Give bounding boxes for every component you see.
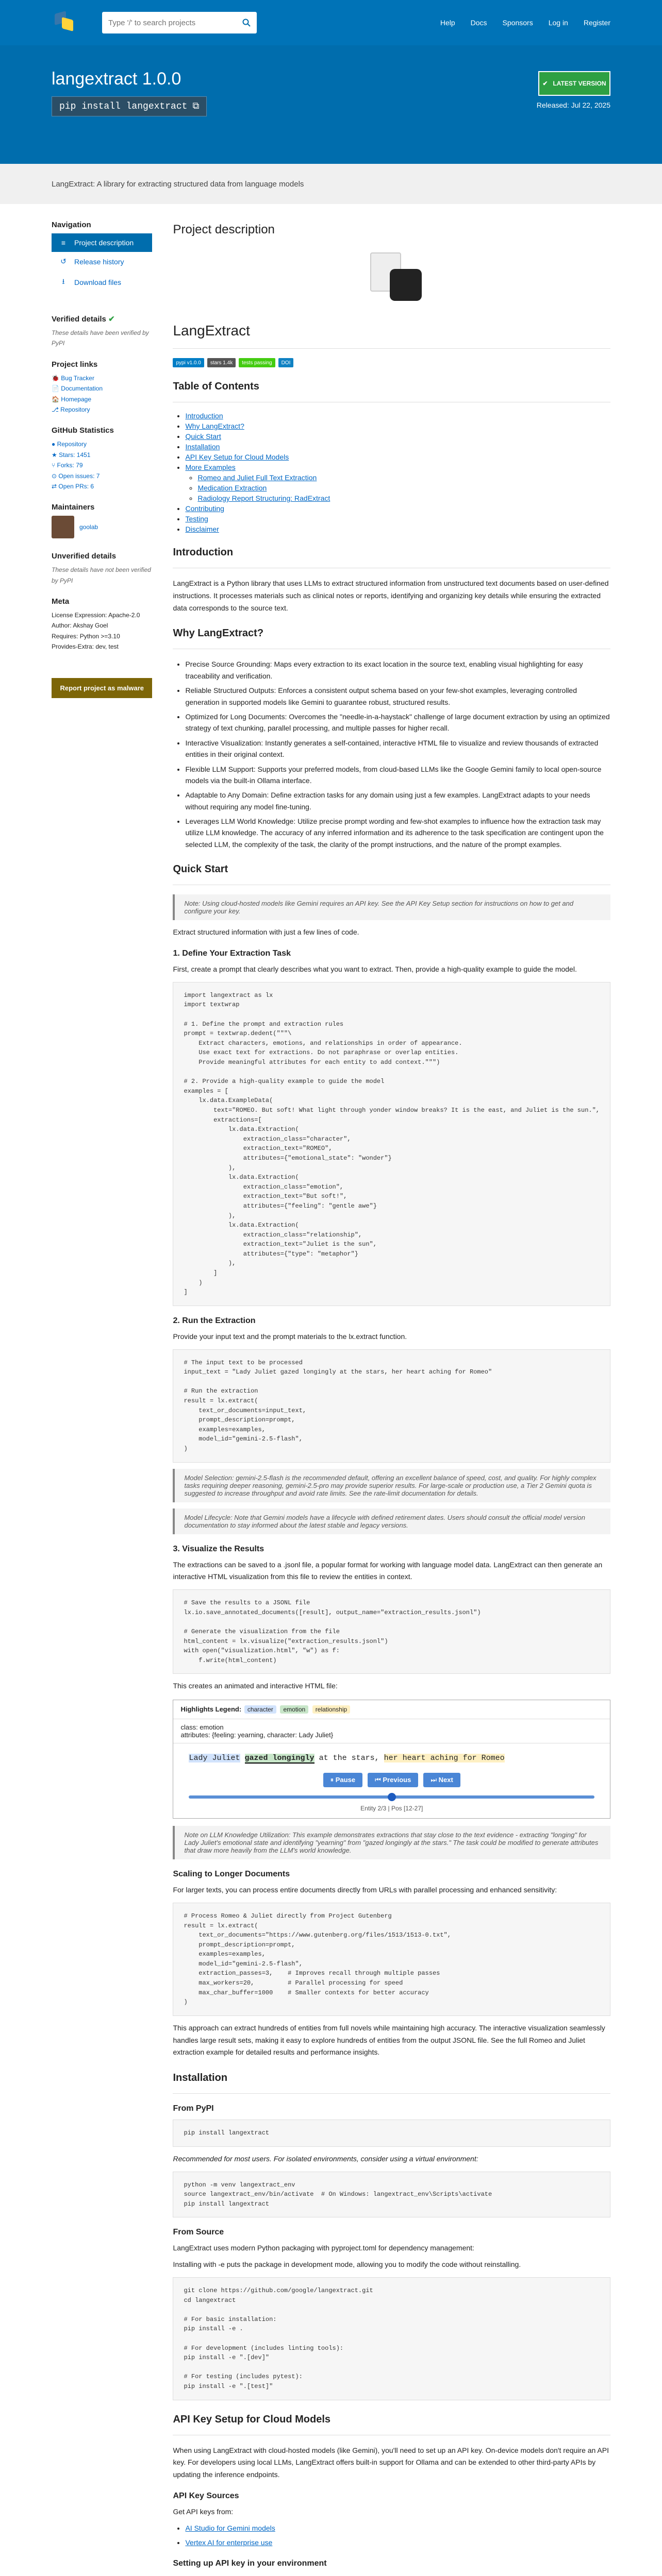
sidebar-navigation-title: Navigation: [52, 221, 91, 229]
api-key-title: API Key Setup for Cloud Models: [173, 2413, 331, 2425]
code-block-source[interactable]: git clone https://github.com/google/langextract.git cd langextract # For basic installation: pip install -e . # For development (includes linting tools): pip install -e ".[dev]" # For testing (includes pytest): pip install -e ".[test]": [173, 2277, 610, 2400]
intro-text: LangExtract is a Python library that uses LLMs to extract structured information from unstructured text documents based on user-defined instructions. It processes materials such as clinical notes or reports, identifying and organizing key details while ensuring the extracted data corresponds to the source text.: [173, 579, 609, 612]
package-summary: LangExtract: A library for extracting structured data from language models: [0, 164, 662, 204]
sidebar-item-label: Download files: [74, 278, 122, 286]
badge-row: [173, 358, 610, 367]
sidebar: [52, 204, 152, 2573]
langextract-logo: [361, 247, 423, 309]
code-block-visualize[interactable]: # Save the results to a JSONL file lx.io.save_annotated_documents([result], output_name="extraction_results.jsonl") # Generate the visualization from the file html_content = lx.visualize("extraction_results.jsonl") with open("visualization.html", "w") as f: f.write(html_content): [173, 1589, 610, 1674]
toc-sublink[interactable]: Radiology Report Structuring: RadExtract: [197, 494, 330, 502]
api-key-sources-text: Get API keys from:: [173, 2507, 234, 2516]
viz-attr-line: attributes: {feeling: yearning, character: Lady Juliet}: [180, 1731, 334, 1739]
model-selection-note: Model Selection: gemini-2.5-flash is the recommended default, offering an excellent balance of speed, cost, and quality. For highly complex tasks requiring deeper reasoning, gemini-2.5-pro may provide superior results. For large-scale or production use, a Tier 2 Gemini quota is suggested to increase throughput and avoid rate limits. See the rate-limit documentation for details.: [173, 1469, 610, 1502]
list-item: • Reliable Structured Outputs: Enforces a consistent output schema based on your few-shot examples, leveraging controlled generation in supported models like Gemini to guarantee robust, structured results.: [185, 685, 610, 708]
verified-check-icon: ✔: [108, 315, 115, 324]
installation-title: Installation: [173, 2072, 228, 2084]
from-pypi-title: From PyPI: [173, 2104, 214, 2113]
legend-relationship: relationship: [312, 1705, 350, 1714]
github-stars[interactable]: ★ Stars: 1451: [52, 451, 91, 459]
link-documentation[interactable]: 📄 Documentation: [52, 385, 103, 393]
check-icon: ✔: [542, 80, 548, 87]
model-lifecycle-note: Model Lifecycle: Note that Gemini models have a lifecycle with defined retirement dates. Users should consult the official model version documentation to stay informed about the latest stable and legacy versions.: [173, 1509, 610, 1534]
quickstart-title: Quick Start: [173, 863, 228, 875]
github-repository[interactable]: ● Repository: [52, 440, 87, 448]
viz-entity-relationship: her heart aching for Romeo: [384, 1754, 505, 1763]
github-prs[interactable]: ⇄ Open PRs: 6: [52, 482, 94, 490]
why-title: Why LangExtract?: [173, 628, 264, 639]
latest-version-badge[interactable]: [538, 71, 610, 96]
scaling-text: For larger texts, you can process entire documents directly from URLs with parallel processing and enhanced sensitivity:: [173, 1886, 557, 1894]
next-button[interactable]: ⏭ Next: [423, 1773, 460, 1787]
toc-link[interactable]: Quick Start: [185, 432, 221, 440]
copy-icon[interactable]: ⧉: [192, 101, 200, 112]
step2-title: 2. Run the Extraction: [173, 1316, 256, 1325]
step2-text: Provide your input text and the prompt materials to the lx.extract function.: [173, 1332, 407, 1341]
pypi-logo[interactable]: [52, 10, 76, 35]
intro-title: Introduction: [173, 547, 234, 558]
viz-attributes: [173, 1719, 610, 1743]
legend-emotion: emotion: [280, 1705, 308, 1714]
api-key-text: When using LangExtract with cloud-hosted models (like Gemini), you'll need to set up an API key. On-device models don't require an API key. For developers using local LLMs, LangExtract offers built-in support for Ollama and can be extended to other third-party APIs by updating the inference endpoints.: [173, 2446, 609, 2479]
maintainer-row[interactable]: [52, 516, 152, 538]
download-icon: ⭳: [62, 277, 65, 285]
meta-provides-extra: Provides-Extra: dev, test: [52, 643, 119, 651]
toc-sublink[interactable]: Medication Extraction: [197, 484, 267, 492]
step1-title: 1. Define Your Extraction Task: [173, 949, 291, 958]
github-issues[interactable]: ⊙ Open issues: 7: [52, 472, 100, 480]
api-source-link[interactable]: AI Studio for Gemini models: [185, 2523, 275, 2532]
project-links-title: Project links: [52, 360, 98, 369]
source-text-2: Installing with -e puts the package in development mode, allowing you to modify the code without reinstalling.: [173, 2260, 521, 2269]
viz-controls: [173, 1773, 610, 1792]
nav-link-login[interactable]: Log in: [548, 19, 568, 27]
unverified-note: These details have not been verified by PyPI: [52, 566, 151, 584]
search-input[interactable]: [108, 19, 242, 27]
step3-after-text: This creates an animated and interactive HTML file:: [173, 1682, 338, 1690]
from-source-title: From Source: [173, 2228, 224, 2237]
badge-doi[interactable]: DOI: [278, 358, 294, 367]
pip-command: [52, 96, 207, 116]
meta-author: Author: Akshay Goel: [52, 622, 108, 630]
slider-handle[interactable]: [388, 1793, 396, 1801]
meta-license: License Expression: Apache-2.0: [52, 612, 140, 619]
list-item: • Leverages LLM World Knowledge: Utilize precise prompt wording and few-shot examples to influence how the extraction task may utilize LLM knowledge. The accuracy of any inferred information and its adherence to the task specification are contingent upon the selected LLM, the complexity of the task, the clarity of the prompt instructions, and the nature of the prompt examples.: [185, 816, 610, 850]
section-title: Project description: [173, 223, 275, 236]
toc-sublink[interactable]: Romeo and Juliet Full Text Extraction: [197, 473, 317, 482]
pypi-note: Recommended for most users. For isolated environments, consider using a virtual environment:: [173, 2154, 478, 2163]
code-block-scaling[interactable]: # Process Romeo & Juliet directly from Project Gutenberg result = lx.extract( text_or_documents="https://www.gutenberg.org/files/1513/1513-0.txt", prompt_description=prompt, examples=examples, model_id="gemini-2.5-flash", extraction_passes=3, # Improves recall through multiple passes max_workers=20, # Parallel processing for speed max_char_buffer=1000 # Smaller contexts for better accuracy ): [173, 1903, 610, 2016]
toc-link[interactable]: Contributing: [185, 504, 224, 513]
unverified-title: Unverified details: [52, 552, 117, 561]
quickstart-note: Note: Using cloud-hosted models like Gemini requires an API key. See the API Key Setup section for instructions on how to get and configure your key.: [173, 894, 610, 920]
step3-text: The extractions can be saved to a .jsonl file, a popular format for working with language model data. LangExtract can then generate an interactive HTML visualization from this file to review the entities in context.: [173, 1560, 603, 1581]
llm-knowledge-note: Note on LLM Knowledge Utilization: This example demonstrates extractions that stay close to the text evidence - extracting "longing" for Lady Juliet's emotional state and identifying "yearning" from "gazed longingly at the stars." The task could be modified to generate attributes that draw more heavily from the LLM's world knowledge.: [173, 1826, 610, 1859]
viz-text: [173, 1743, 610, 1773]
badge-stars[interactable]: stars 1.4k: [207, 358, 236, 367]
meta-requires: Requires: Python >=3.10: [52, 632, 120, 640]
list-item: • Interactive Visualization: Instantly generates a self-contained, interactive HTML file to visualize and review thousands of extracted entities in their original context.: [185, 737, 610, 760]
list-item: • Optimized for Long Documents: Overcomes the "needle-in-a-haystack" challenge of large document extraction by using an optimized strategy of text chunking, parallel processing, and multiple passes for higher recall.: [185, 711, 610, 734]
viz-class-line: class: emotion: [180, 1723, 224, 1732]
step1-text: First, create a prompt that clearly describes what you want to extract. Then, provide a high-quality example to guide the model.: [173, 965, 577, 974]
toc-title: Table of Contents: [173, 381, 259, 392]
code-block-define-task[interactable]: import langextract as lx import textwrap # 1. Define the prompt and extraction rules prompt = textwrap.dedent("""\ Extract characters, emotions, and relationships in order of appearance. Use exact text for extractions. Do not paraphrase or overlap entities. Provide meaningful attributes for each entity to add context.""") # 2. Provide a high-quality example to guide the model examples = [ lx.data.ExampleData( text="ROMEO. But soft! What light through yonder window breaks? It is the east, and Juliet is the sun.", extractions=[ lx.data.Extraction( extraction_class="character", extraction_text="ROMEO", attributes={"emotional_state": "wonder"} ), lx.data.Extraction( extraction_class="emotion", extraction_text="But soft!", attributes={"feeling": "gentle awe"} ), lx.data.Extraction( extraction_class="relationship", extraction_text="Juliet is the sun", attributes={"type": "metaphor"} ), ] ) ]: [173, 982, 610, 1306]
report-malware-button[interactable]: Report project as malware: [52, 678, 152, 698]
env-setup-title: Setting up API key in your environment: [173, 2558, 327, 2568]
package-header: [0, 45, 662, 164]
history-icon: ↺: [60, 257, 67, 265]
toc-link[interactable]: Installation: [185, 443, 220, 451]
api-source-link[interactable]: Vertex AI for enterprise use: [185, 2538, 273, 2547]
list-item: • Flexible LLM Support: Supports your preferred models, from cloud-based LLMs like the Google Gemini family to local open-source models via the built-in Ollama interface.: [185, 764, 610, 787]
release-date: Released: Jul 22, 2025: [536, 101, 610, 109]
sidebar-item-label: Project description: [74, 239, 134, 247]
source-text: LangExtract uses modern Python packaging with pyproject.toml for dependency management:: [173, 2244, 474, 2252]
scaling-after-text: This approach can extract hundreds of entities from full novels while maintaining high accuracy. The interactive visualization seamlessly handles large result sets, making it easy to explore hundreds of entities from the output JSONL file. See the full Romeo and Juliet extraction example for detailed results and performance insights.: [173, 2023, 605, 2057]
pip-command-text: pip install langextract: [59, 101, 188, 112]
quickstart-text: Extract structured information with just a few lines of code.: [173, 928, 359, 937]
list-item: • Adaptable to Any Domain: Define extraction tasks for any domain using just a few examples. LangExtract adapts to your needs without requiring any model fine-tuning.: [185, 789, 610, 812]
toc-list: [173, 412, 610, 533]
toc-link[interactable]: Introduction: [185, 412, 223, 420]
align-left-icon: ≡: [61, 239, 66, 247]
code-block-venv[interactable]: python -m venv langextract_env source langextract_env/bin/activate # On Windows: langextract_env\Scripts\activate pip install langextract: [173, 2172, 610, 2218]
viz-slider[interactable]: [189, 1795, 594, 1799]
why-list: [173, 658, 610, 850]
api-key-sources-title: API Key Sources: [173, 2491, 239, 2500]
badge-pypi[interactable]: pypi v1.0.0: [173, 358, 204, 367]
visualization-widget: [173, 1700, 610, 1819]
readme-title: LangExtract: [173, 323, 250, 338]
viz-position: Entity 2/3 | Pos [12-27]: [360, 1805, 423, 1812]
package-title: langextract 1.0.0: [52, 69, 181, 89]
link-homepage[interactable]: 🏠 Homepage: [52, 395, 91, 403]
sidebar-item-download-files[interactable]: [52, 271, 152, 294]
toc-link[interactable]: More Examples: [185, 463, 236, 471]
toc-link[interactable]: Disclaimer: [185, 525, 219, 533]
pause-button[interactable]: ⏸ Pause: [323, 1773, 362, 1787]
viz-plain-text: at the stars,: [319, 1754, 379, 1763]
scaling-title: Scaling to Longer Documents: [173, 1870, 290, 1879]
verified-note: These details have been verified by PyPI: [52, 329, 149, 347]
top-navbar: [0, 0, 662, 45]
project-description: [152, 204, 610, 2573]
api-key-sources-list: [173, 2522, 610, 2549]
sidebar-item-project-description[interactable]: [52, 233, 152, 252]
toc-link[interactable]: Why LangExtract?: [185, 422, 244, 430]
github-stats-title: GitHub Statistics: [52, 426, 114, 435]
step3-title: 3. Visualize the Results: [173, 1544, 264, 1553]
nav-link-docs[interactable]: Docs: [470, 19, 487, 27]
latest-version-label: LATEST VERSION: [553, 80, 606, 87]
search-box[interactable]: [102, 12, 257, 33]
meta-title: Meta: [52, 597, 70, 606]
code-block-pip[interactable]: pip install langextract: [173, 2120, 610, 2147]
nav-link-help[interactable]: Help: [440, 19, 455, 27]
previous-button[interactable]: ⏮ Previous: [368, 1773, 418, 1787]
list-item: • Precise Source Grounding: Maps every extraction to its exact location in the source text, enabling visual highlighting for easy traceability and verification.: [185, 658, 610, 682]
viz-entity-character: Lady Juliet: [189, 1754, 240, 1763]
nav-link-register[interactable]: Register: [583, 19, 610, 27]
highlights-legend: Highlights Legend: character emotion relationship: [173, 1700, 610, 1719]
sidebar-item-release-history[interactable]: [52, 252, 152, 271]
nav-link-sponsors[interactable]: Sponsors: [502, 19, 533, 27]
maintainer-name[interactable]: goolab: [79, 523, 98, 531]
viz-entity-emotion: gazed longingly: [244, 1754, 315, 1763]
toc-link[interactable]: API Key Setup for Cloud Models: [185, 453, 289, 461]
badge-tests[interactable]: tests passing: [239, 358, 275, 367]
toc-link[interactable]: Testing: [185, 515, 208, 523]
sidebar-item-label: Release history: [74, 257, 124, 266]
legend-character: character: [244, 1705, 276, 1714]
maintainers-title: Maintainers: [52, 503, 95, 512]
link-repository[interactable]: ⎇ Repository: [52, 405, 90, 413]
avatar: [52, 516, 74, 538]
github-forks[interactable]: ⑂ Forks: 79: [52, 462, 83, 469]
code-block-run-extraction[interactable]: # The input text to be processed input_text = "Lady Juliet gazed longingly at the stars, her heart aching for Romeo" # Run the extraction result = lx.extract( text_or_documents=input_text, prompt_description=prompt, examples=examples, model_id="gemini-2.5-flash", ): [173, 1349, 610, 1463]
search-icon[interactable]: [242, 19, 251, 27]
verified-title: Verified details ✔: [52, 315, 115, 324]
link-bug-tracker[interactable]: 🐞 Bug Tracker: [52, 374, 94, 382]
